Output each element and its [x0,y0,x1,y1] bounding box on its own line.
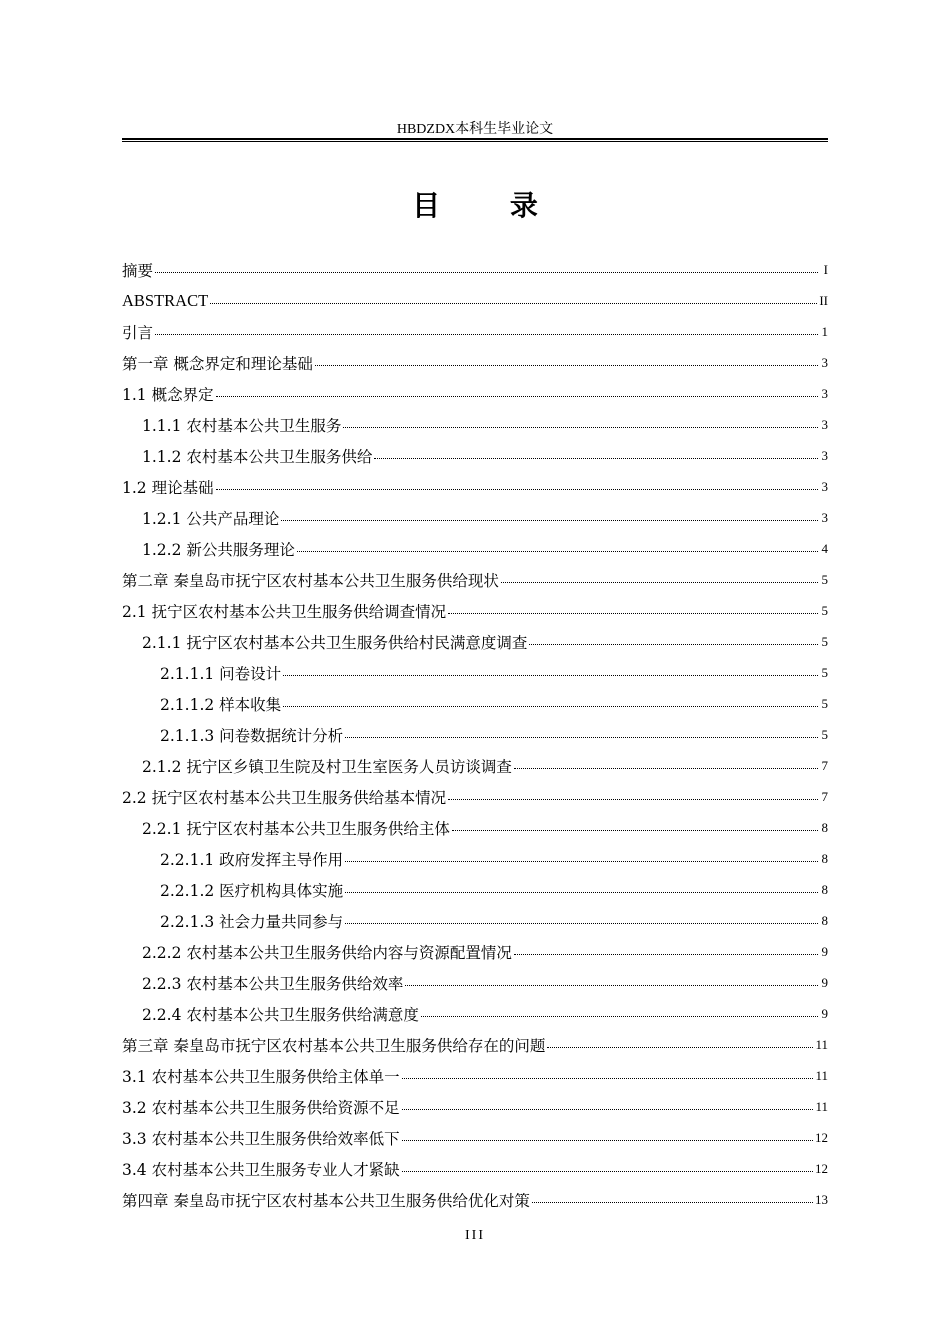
toc-entry[interactable] [122,471,828,502]
toc-entry[interactable] [122,409,828,440]
toc-entry-page: 7 [821,788,828,804]
toc-entry-page: 3 [821,385,828,401]
toc-entry-page: 11 [815,1067,828,1083]
dot-leader [402,1078,814,1079]
toc-entry-page: 13 [815,1191,828,1207]
toc-entry-page: 5 [821,664,828,680]
toc-entry-page: 3 [821,447,828,463]
toc-entry[interactable] [122,595,828,626]
toc-entry-page: 5 [821,602,828,618]
toc-entry[interactable] [122,936,828,967]
toc-entry-title: 第一章 概念界定和理论基础 [122,354,313,373]
dot-leader [210,303,817,304]
toc-entry-title: 2.2.1.2 医疗机构具体实施 [160,881,344,900]
toc-entry[interactable] [122,502,828,533]
toc-entry[interactable] [122,781,828,812]
toc-entry-page: 8 [821,881,828,897]
toc-entry-title: 引言 [122,323,154,342]
dot-leader [402,1140,813,1141]
toc-entry-title: 2.2.1 抚宁区农村基本公共卫生服务供给主体 [142,819,450,838]
toc-entry[interactable] [122,285,828,316]
toc-entry-title: 2.2.4 农村基本公共卫生服务供给满意度 [142,1005,419,1024]
toc-entry-title: 2.1.1.3 问卷数据统计分析 [160,726,344,745]
toc-entry[interactable] [122,657,828,688]
dot-leader [343,427,818,428]
dot-leader [452,830,818,831]
toc-entry-title: ABSTRACT [122,290,209,310]
toc-entry-page: 11 [815,1036,828,1052]
toc-entry-title: 第三章 秦皇岛市抚宁区农村基本公共卫生服务供给存在的问题 [122,1036,546,1055]
page-title: 目 录 [412,189,568,222]
toc-entry-title: 1.2 理论基础 [122,478,214,497]
toc-entry-title: 2.1.1.1 问卷设计 [160,664,282,683]
dot-leader [345,923,818,924]
dot-leader [402,1171,813,1172]
dot-leader [345,892,818,893]
dot-leader [345,861,818,862]
dot-leader [155,272,818,273]
toc-entry-page: 3 [821,478,828,494]
toc-entry[interactable] [122,750,828,781]
toc-entry-page: 5 [821,726,828,742]
toc-entry-page: 3 [821,416,828,432]
toc-entry[interactable] [122,967,828,998]
page-number: III [465,1228,485,1243]
dot-leader [283,675,818,676]
toc-entry-title: 2.1 抚宁区农村基本公共卫生服务供给调查情况 [122,602,447,621]
header-rule-thick [122,138,828,140]
toc-entry-title: 3.1 农村基本公共卫生服务供给主体单一 [122,1067,400,1086]
running-header: HBDZDX本科生毕业论文 [396,122,554,137]
dot-leader [448,613,818,614]
dot-leader [216,489,818,490]
toc-entry[interactable] [122,1091,828,1122]
toc-entry[interactable] [122,347,828,378]
toc-entry-title: 2.2.1.3 社会力量共同参与 [160,912,344,931]
toc-entry-page: 1 [821,323,828,339]
dot-leader [529,644,818,645]
toc-entry-page: 9 [821,1005,828,1021]
toc-entry-title: 1.1.2 农村基本公共卫生服务供给 [142,447,373,466]
toc-entry-title: 2.2.3 农村基本公共卫生服务供给效率 [142,974,404,993]
toc-entry-title: 3.2 农村基本公共卫生服务供给资源不足 [122,1098,400,1117]
dot-leader [532,1202,813,1203]
toc-entry-title: 2.1.2 抚宁区乡镇卫生院及村卫生室医务人员访谈调查 [142,757,512,776]
toc-entry[interactable] [122,1060,828,1091]
toc-entry[interactable] [122,998,828,1029]
toc-entry-title: 3.3 农村基本公共卫生服务供给效率低下 [122,1129,400,1148]
toc-entry-page: 5 [821,571,828,587]
toc-entry-page: 9 [821,974,828,990]
toc-entry-title: 第四章 秦皇岛市抚宁区农村基本公共卫生服务供给优化对策 [122,1191,530,1210]
header-rule-thin [122,141,828,142]
dot-leader [283,706,818,707]
toc-entry-page: 12 [815,1129,828,1145]
toc-entry-title: 1.1.1 农村基本公共卫生服务 [142,416,342,435]
toc-entry-page: 4 [821,540,828,556]
toc-entry-title: 第二章 秦皇岛市抚宁区农村基本公共卫生服务供给现状 [122,571,499,590]
toc-entry-title: 2.2 抚宁区农村基本公共卫生服务供给基本情况 [122,788,447,807]
toc-entry[interactable] [122,1184,828,1215]
toc-entry-page: 11 [815,1098,828,1114]
dot-leader [297,551,818,552]
toc-entry[interactable] [122,440,828,471]
toc-entry[interactable] [122,1029,828,1060]
toc-entry-title: 2.1.1.2 样本收集 [160,695,282,714]
toc-entry-title: 1.2.1 公共产品理论 [142,509,280,528]
dot-leader [448,799,818,800]
toc-entry[interactable] [122,719,828,750]
dot-leader [402,1109,814,1110]
dot-leader [547,1047,813,1048]
toc-entry-title: 2.2.1.1 政府发挥主导作用 [160,850,344,869]
dot-leader [281,520,818,521]
toc-entry-page: 8 [821,819,828,835]
toc-entry-title: 1.2.2 新公共服务理论 [142,540,295,559]
toc-entry[interactable] [122,688,828,719]
toc-entry-page: 9 [821,943,828,959]
toc-entry-page: 3 [821,354,828,370]
dot-leader [421,1016,818,1017]
toc-entry[interactable] [122,533,828,564]
toc-entry-page: 5 [821,695,828,711]
toc-entry-page: 7 [821,757,828,773]
toc-entry[interactable] [122,843,828,874]
dot-leader [374,458,818,459]
toc-entry-page: 8 [821,850,828,866]
dot-leader [501,582,818,583]
toc-entry[interactable] [122,378,828,409]
dot-leader [514,954,818,955]
dot-leader [315,365,818,366]
toc-entry-title: 2.2.2 农村基本公共卫生服务供给内容与资源配置情况 [142,943,512,962]
toc-entry[interactable] [122,905,828,936]
toc-entry-title: 2.1.1 抚宁区农村基本公共卫生服务供给村民满意度调查 [142,633,528,652]
dot-leader [405,985,818,986]
toc-entry-page: I [823,261,828,277]
toc-entry[interactable] [122,316,828,347]
toc-entry-page: 8 [821,912,828,928]
toc-entry-title: 3.4 农村基本公共卫生服务专业人才紧缺 [122,1160,400,1179]
dot-leader [345,737,818,738]
toc-entry[interactable] [122,626,828,657]
toc-entry-page: 12 [815,1160,828,1176]
toc-entry-page: II [819,292,828,308]
dot-leader [514,768,818,769]
toc-entry[interactable] [122,812,828,843]
table-of-contents [122,254,828,1215]
toc-entry[interactable] [122,254,828,285]
dot-leader [216,396,818,397]
toc-entry-page: 5 [821,633,828,649]
dot-leader [155,334,818,335]
toc-entry-title: 1.1 概念界定 [122,385,214,404]
toc-entry-page: 3 [821,509,828,525]
toc-entry-title: 摘要 [122,261,154,280]
toc-entry[interactable] [122,564,828,595]
toc-entry[interactable] [122,1153,828,1184]
toc-entry[interactable] [122,1122,828,1153]
toc-entry[interactable] [122,874,828,905]
